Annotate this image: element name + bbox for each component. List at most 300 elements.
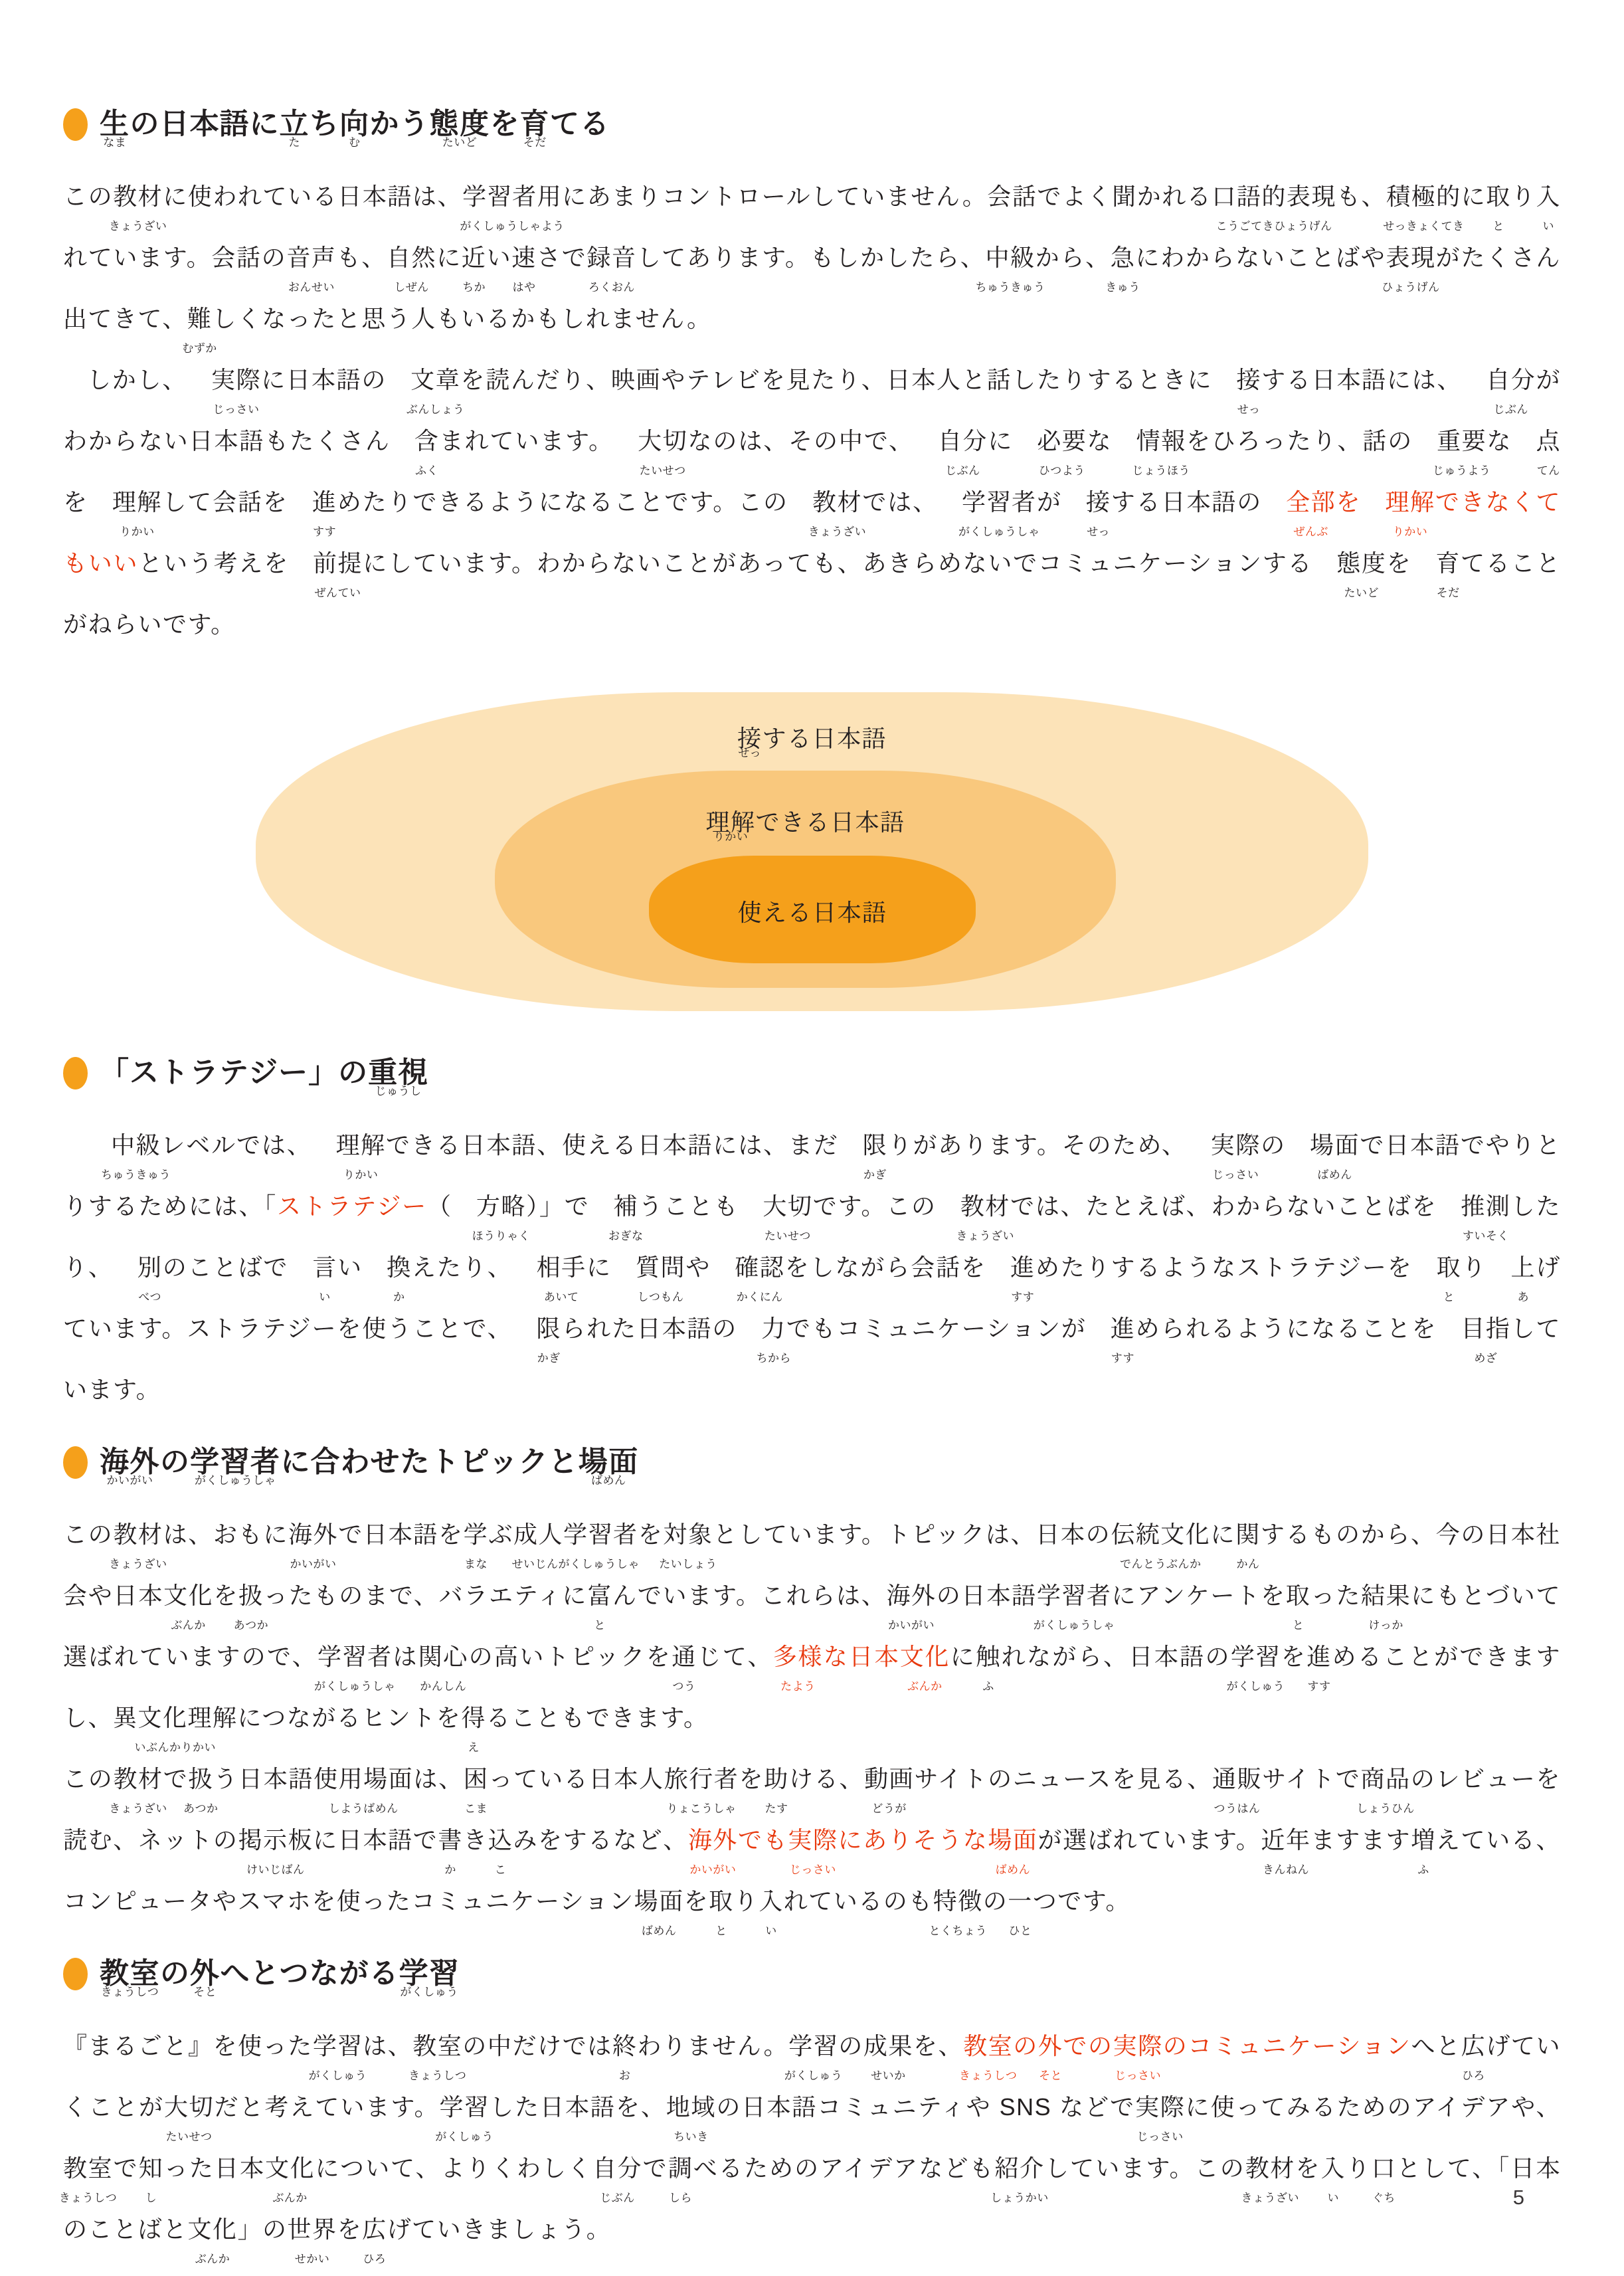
section-heading-text <box>100 1954 460 1993</box>
text-segment: しかし、 <box>87 366 188 393</box>
text-segment: がたくさん出てきて、 <box>63 244 1561 332</box>
text-segment-ruby: 推測 すいそく <box>1437 1176 1510 1237</box>
text-segment: い <box>337 1254 363 1281</box>
text-segment-ruby: 学習 がくしゅう <box>1231 1626 1281 1687</box>
text-segment: に日本語で <box>313 1826 438 1853</box>
text-segment-ruby: 言 い <box>288 1237 337 1298</box>
text-segment-ruby: 理解 りかい <box>1361 472 1435 533</box>
text-segment: を <box>1336 488 1362 516</box>
text-segment: へとつながる <box>220 1957 399 1990</box>
text-segment: り <box>733 1887 759 1915</box>
text-segment: は、 <box>413 1765 464 1792</box>
text-segment: にもとづいて選ばれていますので、 <box>63 1582 1561 1670</box>
text-segment: が選ばれています。 <box>1038 1826 1261 1853</box>
text-segment-ruby: 関 かん <box>1235 1504 1261 1565</box>
text-segment: でも <box>737 1826 788 1853</box>
text-segment-ruby: 接 せっ <box>1212 349 1261 411</box>
orange-bullet-icon <box>63 1958 88 1990</box>
text-segment: の日本語に <box>130 108 280 140</box>
text-segment: い <box>486 244 512 271</box>
text-segment-ruby: 地域 ちいき <box>666 2077 716 2138</box>
text-segment: の <box>160 1957 190 1990</box>
text-segment: を、 <box>913 2032 964 2059</box>
text-segment-ruby: 急 きゅう <box>1111 227 1136 288</box>
text-segment-ruby: 掲示板 けいじばん <box>238 1810 314 1871</box>
text-segment-ruby: 通 つう <box>672 1626 697 1687</box>
text-segment-ruby: 広 ひろ <box>362 2199 387 2260</box>
text-segment-ruby: 富 と <box>587 1565 612 1626</box>
text-segment: この <box>63 1521 114 1548</box>
text-segment-ruby: 中級 ちゅうきゅう <box>87 1115 161 1176</box>
text-segment-ruby: 教材 きょうざい <box>113 1504 163 1565</box>
text-segment: の <box>838 2032 863 2059</box>
text-segment: う日本語 <box>213 1765 314 1792</box>
text-segment: に <box>436 244 462 271</box>
text-segment: で <box>642 2154 668 2182</box>
text-segment-ruby: 動画 どうが <box>864 1749 914 1810</box>
section-raw-japanese <box>63 105 1561 655</box>
text-segment-ruby: 扱 あつか <box>238 1565 264 1626</box>
text-segment-ruby: 多様 たよう <box>773 1626 823 1687</box>
text-segment: 」の <box>237 2216 288 2243</box>
text-segment-ruby: 口語的表現 こうごてきひょうげん <box>1212 166 1336 227</box>
text-segment: につながるヒントを <box>237 1704 462 1731</box>
text-segment-ruby: 表現 ひょうげん <box>1386 227 1435 288</box>
text-segment: じて、 <box>696 1643 773 1670</box>
text-segment: の日本語コミュニティや SNS などで <box>715 2093 1136 2121</box>
text-segment-ruby: 文化 ぶんか <box>265 2138 315 2199</box>
text-segment-ruby: 必要 ひつよう <box>1013 411 1087 472</box>
text-segment: や <box>685 1254 711 1281</box>
text-segment-ruby: 海外 かいがい <box>288 1504 338 1565</box>
text-segment-ruby: 確認 かくにん <box>711 1237 784 1298</box>
text-segment-ruby: 全部 ぜんぶ <box>1262 472 1336 533</box>
text-segment-ruby: 教材 きょうざい <box>113 1749 163 1810</box>
section-heading <box>63 1443 1561 1481</box>
text-segment: して会話を <box>161 488 288 516</box>
section-strategy <box>63 1054 1561 1420</box>
text-segment: の <box>1260 1131 1286 1159</box>
text-segment-ruby: 口 ぐち <box>1372 2138 1397 2199</box>
text-segment-ruby: 点 てん <box>1512 411 1561 472</box>
text-segment-ruby: 一 ひと <box>1008 1871 1033 1932</box>
text-segment-ruby: 終 お <box>612 2016 638 2077</box>
text-segment: に <box>949 1643 976 1670</box>
text-segment: を <box>1295 2154 1321 2182</box>
text-segment-ruby: 中級 ちゅうきゅう <box>985 227 1035 288</box>
text-segment: べるためのアイデアなども <box>693 2154 995 2182</box>
section-outside-classroom <box>63 1954 1561 2260</box>
text-segment-ruby: 商品 しょうひん <box>1361 1749 1411 1810</box>
text-segment-ruby: 教室 きょうしつ <box>100 1954 160 1993</box>
text-segment-ruby: 知 し <box>139 2138 164 2199</box>
text-segment-ruby: 近年 きんねん <box>1261 1810 1310 1871</box>
text-segment-ruby: 向 む <box>339 105 370 143</box>
text-segment: に使ってみるためのアイデアや、 <box>1185 2093 1561 2121</box>
text-segment-ruby: 入 い <box>1536 166 1561 227</box>
text-segment: ける、 <box>788 1765 865 1792</box>
text-segment-ruby: 自然 しぜん <box>387 227 436 288</box>
orange-bullet-icon <box>63 108 88 141</box>
text-segment: を <box>1386 549 1412 577</box>
text-segment-ruby: 場面 ばめん <box>1286 1115 1360 1176</box>
text-segment: できる日本語、使える日本語には、まだ <box>385 1131 839 1159</box>
diagram-label-understandable <box>495 804 1116 838</box>
text-segment-ruby: 換 か <box>363 1237 412 1298</box>
text-segment: めたりできるようになることです。この <box>337 488 788 516</box>
text-segment-ruby: 教材 きょうざい <box>1245 2138 1295 2199</box>
text-segment: の中だけでは <box>462 2032 612 2059</box>
text-segment-ruby: 扱 あつか <box>188 1749 213 1810</box>
text-segment: き <box>462 1826 488 1853</box>
text-segment-ruby: 情報 じょうほう <box>1113 411 1186 472</box>
text-segment: うことも <box>638 1192 739 1220</box>
japanese-exposure-diagram <box>256 692 1368 1011</box>
text-segment: かう <box>369 108 430 140</box>
text-segment-ruby: 理解 りかい <box>705 804 755 838</box>
text-segment-ruby: 理解 りかい <box>312 1115 386 1176</box>
text-segment: に <box>1210 1521 1236 1548</box>
text-segment: りがあります。そのため、 <box>887 1131 1187 1159</box>
text-segment-ruby: 進 すす <box>1087 1298 1136 1359</box>
text-segment: られた日本語の <box>561 1315 738 1342</box>
section-heading-text <box>100 105 610 143</box>
text-segment: てることがねらいです。 <box>63 549 1561 638</box>
text-segment-ruby: 近 ちか <box>462 227 487 288</box>
text-segment: に合わせたトピックと <box>280 1446 579 1478</box>
text-segment: レベルでは、 <box>161 1131 312 1159</box>
text-segment-ruby: 入 い <box>759 1871 784 1932</box>
text-segment-ruby: 文化 ぶんか <box>188 2199 238 2260</box>
text-segment: わりません。 <box>637 2032 789 2059</box>
text-segment: の <box>1013 2032 1038 2059</box>
text-segment: っている日本人 <box>488 1765 664 1792</box>
text-segment: な日本 <box>822 1643 900 1670</box>
text-segment-ruby: 伝統文化 でんとうぶんか <box>1111 1504 1210 1565</box>
text-segment-ruby: 立 た <box>280 105 310 143</box>
text-segment: り <box>1461 1254 1487 1281</box>
text-segment-ruby: 書 か <box>438 1810 463 1871</box>
text-segment: としています。トピックは、日本の <box>713 1521 1111 1548</box>
text-segment: ることもできます。 <box>486 1704 709 1731</box>
text-segment: な <box>1087 427 1113 454</box>
text-segment: を <box>213 1582 239 1609</box>
text-segment-ruby: 補 おぎな <box>589 1176 638 1237</box>
text-segment: げていきましょう。 <box>387 2216 612 2243</box>
text-segment: は、おもに <box>163 1521 289 1548</box>
text-segment: みをするなど、 <box>513 1826 688 1853</box>
text-segment-ruby: 増 ふ <box>1411 1810 1436 1871</box>
section-heading <box>63 1054 1561 1092</box>
text-segment: な <box>1487 427 1512 454</box>
text-segment-ruby: 学習 がくしゅう <box>399 1954 460 1993</box>
text-segment-ruby: 得 え <box>461 1687 486 1749</box>
text-segment-ruby: 大切 たいせつ <box>614 411 687 472</box>
text-segment: のコミュニケーション <box>1162 2032 1411 2059</box>
text-segment: を <box>1280 1643 1307 1670</box>
text-segment-ruby: 外 そと <box>190 1954 221 1993</box>
text-segment-ruby: 入 い <box>1320 2138 1346 2199</box>
text-segment-ruby: 態度 たいど <box>1312 533 1386 594</box>
text-segment: を <box>337 2216 363 2243</box>
text-segment: から、 <box>1035 244 1111 271</box>
text-segment-ruby: 学習者 がくしゅうしゃ <box>317 1626 393 1687</box>
text-segment: を読んだり、映画やテレビを見たり、日本人と話したりするときに <box>460 366 1213 393</box>
text-segment: れているのも <box>783 1887 933 1915</box>
text-segment-ruby: 自分 じぶん <box>914 411 988 472</box>
text-segment-ruby: 調 しら <box>668 2138 693 2199</box>
text-segment: められるようになることを <box>1135 1315 1437 1342</box>
text-segment: をひろったり、話の <box>1186 427 1413 454</box>
orange-bullet-icon <box>63 1057 88 1090</box>
text-segment-ruby: 広 ひろ <box>1461 2016 1487 2077</box>
text-segment-ruby: 限 かぎ <box>839 1115 888 1176</box>
text-segment-ruby: 通販 つうはん <box>1212 1749 1262 1810</box>
text-segment-ruby: 教材 きょうざい <box>937 1176 1010 1237</box>
text-segment: えたり、 <box>411 1254 513 1281</box>
text-segment: も、 <box>1336 183 1387 210</box>
text-segment-ruby: 生 なま <box>100 105 130 143</box>
text-segment-ruby: 海外 かいがい <box>887 1565 937 1626</box>
text-segment: げていくことが <box>63 2032 1561 2121</box>
text-segment: れながら、日本語の <box>1000 1643 1231 1670</box>
text-segment-ruby: 触 ふ <box>976 1626 1001 1687</box>
text-segment-ruby: 理解 りかい <box>88 472 162 533</box>
text-segment-ruby: 場面 ばめん <box>579 1443 639 1481</box>
text-segment-ruby: 対象 たいしょう <box>663 1504 713 1565</box>
text-segment: として、「日本のことばと <box>63 2154 1561 2243</box>
section-heading-text <box>100 1443 639 1481</box>
text-segment: の <box>982 1887 1008 1915</box>
text-segment-ruby: 教室 きょうしつ <box>412 2016 462 2077</box>
text-segment: は <box>392 1643 418 1670</box>
text-segment-ruby: 特徴 とくちょう <box>933 1871 983 1932</box>
text-segment: なのは、その中で、 <box>687 427 914 454</box>
text-segment: 使える日本語 <box>737 899 887 926</box>
paragraph <box>63 1504 1561 1749</box>
text-segment-ruby: 学習 がくしゅう <box>788 2016 838 2077</box>
text-segment: という考えを <box>138 549 289 577</box>
text-segment: で日本語でやりとりするためには、「 <box>63 1131 1561 1220</box>
text-segment: しています。 <box>63 1315 1561 1403</box>
text-segment: する日本語の <box>1111 488 1263 516</box>
text-segment: ストラテジー <box>277 1192 428 1220</box>
text-segment-ruby: 外 そと <box>1038 2016 1063 2077</box>
text-segment: に <box>586 1254 612 1281</box>
text-segment: サイトのニュースを見る、 <box>914 1765 1212 1792</box>
text-segment: しくなったと思う人もいるかもしれません。 <box>212 305 712 332</box>
text-segment: った日本 <box>163 2154 266 2182</box>
text-segment-ruby: 前提 ぜんてい <box>289 533 363 594</box>
text-segment: できる日本語 <box>755 808 905 836</box>
text-segment: この <box>63 1765 114 1792</box>
text-segment-ruby: 進 すす <box>288 472 337 533</box>
text-segment-ruby: 別 べつ <box>114 1237 163 1298</box>
text-segment: にしています。わからないことがあっても、あきらめないでコミュニケーションする <box>363 549 1313 577</box>
paragraph <box>63 349 1561 655</box>
text-segment-ruby: 自分 じぶん <box>592 2138 642 2199</box>
text-segment: んでいます。これらは、 <box>612 1582 887 1609</box>
text-segment-ruby: 取 と <box>1286 1565 1311 1626</box>
text-segment: のレビューを読む、ネットの <box>63 1765 1561 1853</box>
paragraph <box>63 166 1561 349</box>
text-segment: めたりするようなストラテジーを <box>1035 1254 1413 1281</box>
text-segment: （ <box>427 1192 452 1220</box>
text-segment-ruby: 実際 じっさい <box>788 1810 838 1871</box>
text-segment-ruby: 録音 ろくおん <box>586 227 636 288</box>
text-segment-ruby: 大切 たいせつ <box>739 1176 812 1237</box>
paragraph <box>63 1749 1561 1932</box>
text-segment: に使われている日本語は、 <box>163 183 463 210</box>
text-segment: ち <box>310 108 339 140</box>
text-segment: を <box>683 1887 709 1915</box>
text-segment: ぶ <box>488 1521 514 1548</box>
text-segment-ruby: 速 はや <box>511 227 537 288</box>
text-segment-ruby: 実際 じっさい <box>1135 2077 1185 2138</box>
text-segment-ruby: 積極的 せっきょくてき <box>1386 166 1461 227</box>
text-segment: てる <box>550 108 610 140</box>
text-segment: した日本語を、 <box>489 2093 666 2121</box>
text-segment-ruby: 関心 かんしん <box>418 1626 468 1687</box>
text-segment-ruby: 含 ふく <box>391 411 440 472</box>
text-segment: してあります。もしかしたら、 <box>636 244 986 271</box>
text-segment: げています。ストラテジーを使うことで、 <box>63 1254 1561 1342</box>
text-segment: に日本語の <box>261 366 387 393</box>
text-segment-ruby: 実際 じっさい <box>1187 1115 1261 1176</box>
text-segment-ruby: 方略 ほうりゃく <box>452 1176 526 1237</box>
text-segment-ruby: 海外 かいがい <box>100 1443 160 1481</box>
text-segment-ruby: 重要 じゅうよう <box>1413 411 1487 472</box>
text-segment-ruby: 込 こ <box>488 1810 513 1871</box>
text-segment-ruby: 世界 せかい <box>288 2199 337 2260</box>
text-segment: に <box>1461 183 1487 210</box>
text-segment: しています。この <box>1044 2154 1245 2182</box>
text-segment-ruby: 学習者 がくしゅうしゃ <box>938 472 1037 533</box>
text-segment-ruby: 育 そだ <box>520 105 551 143</box>
text-segment: にわからないことばや <box>1135 244 1386 271</box>
text-segment-ruby: 態度 たいど <box>430 105 490 143</box>
text-segment: がわからない日本語もたくさん <box>63 366 1561 454</box>
diagram-label-usable <box>649 894 976 928</box>
text-segment: するものから、今の日本社会や日本 <box>63 1521 1561 1609</box>
text-segment-ruby: 文化 ぶんか <box>900 1626 950 1687</box>
section-overseas-topics <box>63 1443 1561 1932</box>
text-segment-ruby: 使用場面 しようばめん <box>314 1749 413 1810</box>
text-segment-ruby: 相手 あいて <box>513 1237 586 1298</box>
text-segment: する日本語 <box>762 725 887 752</box>
text-segment: り <box>1510 183 1536 210</box>
text-segment: したり、 <box>63 1192 1561 1281</box>
text-segment-ruby: 難 むずか <box>187 288 213 349</box>
text-segment-ruby: 接 せっ <box>737 720 763 754</box>
diagram-label-exposed <box>256 720 1368 754</box>
text-segment: にアンケートを <box>1111 1582 1286 1609</box>
text-segment: れています。会話の <box>63 244 287 271</box>
paragraph <box>63 2016 1561 2260</box>
text-segment: を <box>490 108 520 140</box>
text-segment-ruby: 結果 けっか <box>1361 1565 1411 1626</box>
text-segment-ruby: 進 すす <box>1307 1626 1332 1687</box>
text-segment: さで <box>536 244 587 271</box>
text-segment: をしながら会話を <box>784 1254 986 1281</box>
text-segment-ruby: 接 せっ <box>1062 472 1111 533</box>
text-segment-ruby: 場面 ばめん <box>988 1810 1038 1871</box>
text-segment: つです。 <box>1032 1887 1130 1915</box>
text-segment-ruby: 文章 ぶんしょう <box>387 349 460 411</box>
text-segment-ruby: 学 まな <box>464 1504 489 1565</box>
text-segment: では、 <box>861 488 939 516</box>
text-segment-ruby: 実際 じっさい <box>1113 2016 1163 2077</box>
text-segment-ruby: 進 すす <box>986 1237 1036 1298</box>
text-segment: では、たとえば、わからないことばを <box>1010 1192 1437 1220</box>
text-segment: のことばで <box>162 1254 289 1281</box>
text-segment-ruby: 質問 しつもん <box>612 1237 685 1298</box>
text-segment-ruby: 取 と <box>1413 1237 1462 1298</box>
text-segment: で日本語を <box>338 1521 464 1548</box>
section-heading-text <box>100 1054 428 1092</box>
text-segment: にありそうな <box>838 1826 988 1853</box>
text-segment: 「ストラテジー」の <box>100 1056 369 1089</box>
text-segment-ruby: 教材 きょうざい <box>788 472 862 533</box>
text-segment: について、よりくわしく <box>315 2154 593 2182</box>
text-segment-ruby: 紹介 しょうかい <box>994 2138 1044 2199</box>
text-segment-ruby: 実際 じっさい <box>187 349 261 411</box>
text-segment-ruby: 限 かぎ <box>512 1298 561 1359</box>
page-number: 5 <box>1512 2186 1524 2209</box>
text-segment: する日本語には、 <box>1261 366 1463 393</box>
text-segment: で <box>113 2154 139 2182</box>
text-segment-ruby: 文化 ぶんか <box>163 1565 213 1626</box>
text-segment: り <box>1345 2154 1372 2182</box>
text-segment-ruby: 音声 おんせい <box>286 227 336 288</box>
text-segment: が <box>1036 488 1062 516</box>
text-segment: も、 <box>336 244 387 271</box>
section-heading <box>63 1954 1561 1993</box>
text-segment-ruby: 上 あ <box>1487 1237 1536 1298</box>
text-segment: ったものまで、バラエティに <box>263 1582 588 1609</box>
text-segment: えている、コンピュータやスマホを使ったコミュニケーション <box>63 1826 1561 1915</box>
text-segment-ruby: 重視 じゅうし <box>368 1054 428 1092</box>
text-segment-ruby: 旅行者 りょこうしゃ <box>664 1749 739 1810</box>
text-segment-ruby: 力 ちから <box>737 1298 786 1359</box>
text-segment-ruby: 助 たす <box>764 1749 789 1810</box>
text-segment: った <box>1310 1582 1362 1609</box>
text-segment-ruby: 学習者 がくしゅうしゃ <box>1037 1565 1112 1626</box>
orange-bullet-icon <box>63 1446 88 1479</box>
text-segment-ruby: 自分 じぶん <box>1462 349 1536 411</box>
text-segment-ruby: 学習者用 がくしゅうしゃよう <box>462 166 562 227</box>
text-segment-ruby: 目指 めざ <box>1437 1298 1510 1359</box>
text-segment: めることができますし、 <box>63 1643 1561 1731</box>
text-segment: サイトで <box>1261 1765 1361 1792</box>
text-segment: での <box>1063 2032 1113 2059</box>
text-segment-ruby: 異文化理解 いぶんかりかい <box>113 1687 238 1749</box>
text-segment: できなくてもいい <box>63 488 1561 577</box>
text-segment-ruby: 場面 ばめん <box>634 1871 684 1932</box>
text-segment-ruby: 学習 がくしゅう <box>313 2016 363 2077</box>
text-segment-ruby: 取 と <box>709 1871 734 1932</box>
text-segment: で <box>163 1765 189 1792</box>
text-segment-ruby: 学習者 がくしゅうしゃ <box>190 1443 281 1481</box>
text-segment-ruby: 学習 がくしゅう <box>439 2077 489 2138</box>
text-segment: へと <box>1411 2032 1461 2059</box>
text-segment-ruby: 教室 きょうしつ <box>963 2016 1013 2077</box>
text-segment: の日本語 <box>936 1582 1037 1609</box>
text-segment: 『まるごと』を使った <box>63 2032 313 2059</box>
text-segment: だと考えています。 <box>213 2093 440 2121</box>
text-segment-ruby: 教材 きょうざい <box>113 166 163 227</box>
text-segment: を <box>638 1521 664 1548</box>
